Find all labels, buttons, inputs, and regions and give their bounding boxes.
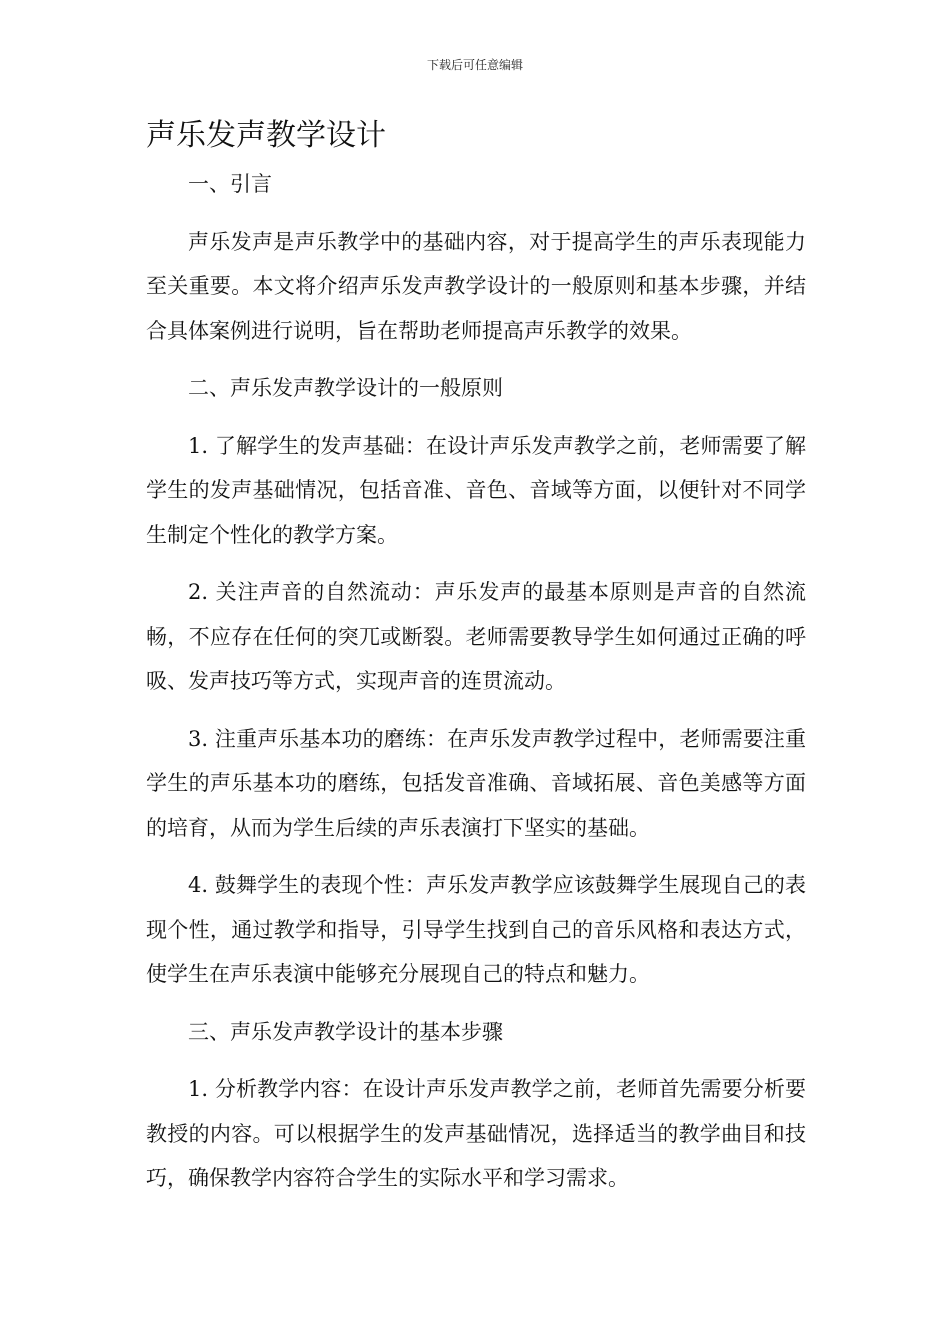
principle-paragraph-4: 4. 鼓舞学生的表现个性：声乐发声教学应该鼓舞学生展现自己的表现个性，通过教学和指导，引导学生找到自己的音乐风格和表达方式，使学生在声乐表演中能够充分展现自己的特点和魅力。 xyxy=(146,873,806,986)
header-note: 下载后可任意编辑 xyxy=(426,58,523,72)
intro-paragraph: 声乐发声是声乐教学中的基础内容，对于提高学生的声乐表现能力至关重要。本文将介绍声乐发声教学设计的一般原则和基本步骤，并结合具体案例进行说明，旨在帮助老师提高声乐教学的效果。 xyxy=(146,229,806,343)
principle-paragraph-2: 2. 关注声音的自然流动：声乐发声的最基本原则是声音的自然流畅，不应存在任何的突兀或断裂。老师需要教导学生如何通过正确的呼吸、发声技巧等方式，实现声音的连贯流动。 xyxy=(146,580,806,693)
document-title: 声乐发声教学设计 xyxy=(146,118,386,153)
section-heading-steps: 三、声乐发声教学设计的基本步骤 xyxy=(188,1019,503,1044)
principle-paragraph-3: 3. 注重声乐基本功的磨练：在声乐发声教学过程中，老师需要注重学生的声乐基本功的磨练，包括发音准确、音域拓展、音色美感等方面的培育，从而为学生后续的声乐表演打下坚实的基础。 xyxy=(146,726,806,840)
step-paragraph-1: 1. 分析教学内容：在设计声乐发声教学之前，老师首先需要分析要教授的内容。可以根据学生的发声基础情况，选择适当的教学曲目和技巧，确保教学内容符合学生的实际水平和学习需求。 xyxy=(146,1077,806,1190)
section-heading-principles: 二、声乐发声教学设计的一般原则 xyxy=(188,376,503,400)
section-heading-intro: 一、引言 xyxy=(188,172,272,196)
principle-paragraph-1: 1. 了解学生的发声基础：在设计声乐发声教学之前，老师需要了解学生的发声基础情况，包括音准、音色、音域等方面，以便针对不同学生制定个性化的教学方案。 xyxy=(146,433,806,547)
document-body xyxy=(146,162,806,1214)
